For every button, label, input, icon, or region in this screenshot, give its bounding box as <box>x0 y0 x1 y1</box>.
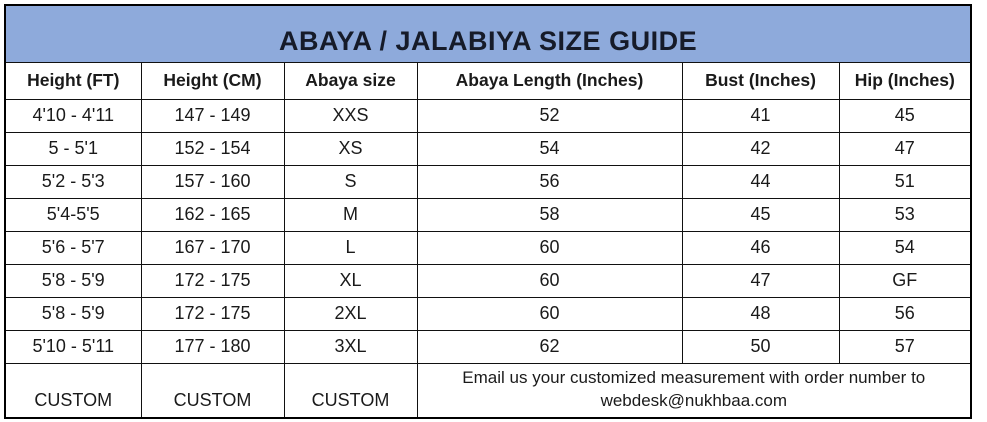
cell-hip: 54 <box>839 231 971 264</box>
cell-hip: GF <box>839 264 971 297</box>
cell-abaya-length: 58 <box>417 198 682 231</box>
cell-height-ft: 5'8 - 5'9 <box>5 297 141 330</box>
table-row <box>5 264 971 297</box>
cell-height-cm: 172 - 175 <box>141 297 284 330</box>
cell-abaya-length: 52 <box>417 99 682 132</box>
custom-note-email: webdesk@nukhbaa.com <box>600 391 787 411</box>
column-header-abaya-size: Abaya size <box>284 62 417 99</box>
table-row <box>5 132 971 165</box>
cell-bust: 48 <box>682 297 839 330</box>
cell-abaya-size: 3XL <box>284 330 417 363</box>
cell-hip: 47 <box>839 132 971 165</box>
cell-abaya-size: XL <box>284 264 417 297</box>
cell-bust: 41 <box>682 99 839 132</box>
cell-height-ft: 5'2 - 5'3 <box>5 165 141 198</box>
cell-height-ft: 5'8 - 5'9 <box>5 264 141 297</box>
column-header-height-ft: Height (FT) <box>5 62 141 99</box>
cell-bust: 44 <box>682 165 839 198</box>
cell-height-ft: 5'10 - 5'11 <box>5 330 141 363</box>
cell-height-cm: 152 - 154 <box>141 132 284 165</box>
cell-abaya-size: XS <box>284 132 417 165</box>
cell-height-ft: 5'6 - 5'7 <box>5 231 141 264</box>
cell-height-ft: 4'10 - 4'11 <box>5 99 141 132</box>
column-header-abaya-length: Abaya Length (Inches) <box>417 62 682 99</box>
table-row <box>5 99 971 132</box>
cell-abaya-length: 60 <box>417 231 682 264</box>
cell-height-ft: 5'4-5'5 <box>5 198 141 231</box>
cell-custom-height-ft: CUSTOM <box>5 363 141 418</box>
cell-abaya-size: L <box>284 231 417 264</box>
cell-abaya-length: 60 <box>417 297 682 330</box>
cell-abaya-length: 54 <box>417 132 682 165</box>
table-row <box>5 165 971 198</box>
page-title: ABAYA / JALABIYA SIZE GUIDE <box>5 5 971 62</box>
custom-note-line1: Email us your customized measurement with order number to <box>462 368 926 388</box>
cell-abaya-length: 60 <box>417 264 682 297</box>
custom-row <box>5 363 971 418</box>
cell-hip: 56 <box>839 297 971 330</box>
header-row <box>5 62 971 99</box>
table-row <box>5 330 971 363</box>
cell-hip: 53 <box>839 198 971 231</box>
table-row <box>5 198 971 231</box>
cell-abaya-size: M <box>284 198 417 231</box>
cell-bust: 46 <box>682 231 839 264</box>
cell-height-cm: 172 - 175 <box>141 264 284 297</box>
cell-height-ft: 5 - 5'1 <box>5 132 141 165</box>
cell-bust: 50 <box>682 330 839 363</box>
cell-bust: 47 <box>682 264 839 297</box>
cell-custom-height-cm: CUSTOM <box>141 363 284 418</box>
column-header-hip: Hip (Inches) <box>839 62 971 99</box>
cell-abaya-size: XXS <box>284 99 417 132</box>
cell-hip: 51 <box>839 165 971 198</box>
cell-height-cm: 147 - 149 <box>141 99 284 132</box>
cell-height-cm: 177 - 180 <box>141 330 284 363</box>
cell-hip: 45 <box>839 99 971 132</box>
table-row <box>5 231 971 264</box>
cell-bust: 45 <box>682 198 839 231</box>
custom-measurement-note <box>417 363 971 418</box>
table-row <box>5 297 971 330</box>
cell-height-cm: 167 - 170 <box>141 231 284 264</box>
cell-bust: 42 <box>682 132 839 165</box>
cell-custom-abaya-size: CUSTOM <box>284 363 417 418</box>
size-guide-table <box>4 4 972 419</box>
cell-height-cm: 157 - 160 <box>141 165 284 198</box>
cell-abaya-length: 56 <box>417 165 682 198</box>
cell-abaya-size: S <box>284 165 417 198</box>
title-row <box>5 5 971 62</box>
cell-height-cm: 162 - 165 <box>141 198 284 231</box>
cell-hip: 57 <box>839 330 971 363</box>
cell-abaya-length: 62 <box>417 330 682 363</box>
column-header-bust: Bust (Inches) <box>682 62 839 99</box>
cell-abaya-size: 2XL <box>284 297 417 330</box>
column-header-height-cm: Height (CM) <box>141 62 284 99</box>
